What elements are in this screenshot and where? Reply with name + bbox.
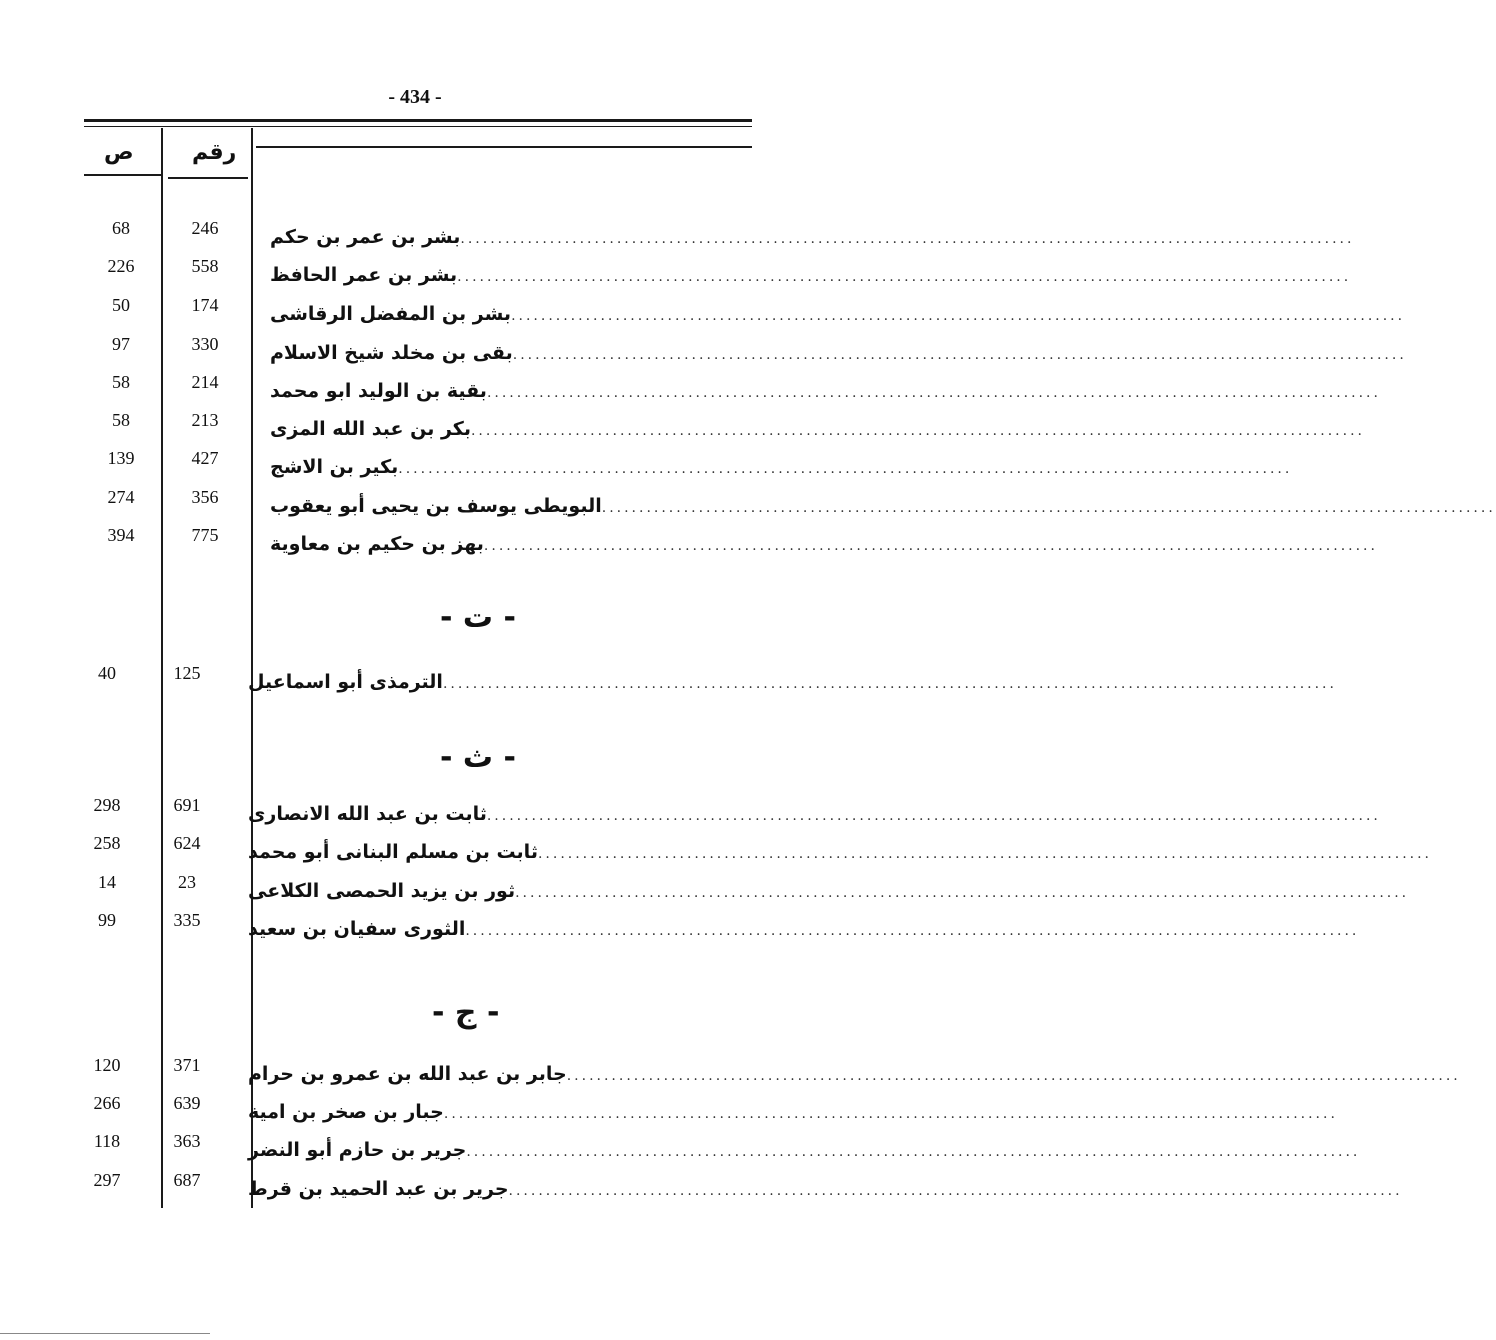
index-entry (270, 418, 1365, 440)
entry-number: 775 (191, 525, 219, 545)
entry-number: 23 (178, 872, 196, 892)
index-entry (270, 495, 1496, 517)
top-rule (84, 119, 752, 122)
index-row (0, 1055, 1461, 1089)
person-name: الثورى سفيان بن سعيد (248, 918, 466, 940)
dot-leader: ........................................................................................................................ (470, 423, 1365, 439)
person-name: بشر بن عمر الحافظ (270, 264, 458, 286)
index-entry (248, 803, 1381, 825)
dot-leader: ........................................................................................................................ (486, 808, 1381, 824)
page-reference: 297 (93, 1170, 121, 1190)
index-row (0, 295, 1406, 329)
page-reference: 40 (98, 663, 116, 683)
dot-leader: ........................................................................................................................ (515, 885, 1410, 901)
entry-number: 691 (173, 795, 201, 815)
page-reference: 97 (112, 334, 130, 354)
person-name: ثور بن يزيد الحمصى الكلاعى (248, 880, 516, 902)
index-entry (248, 1101, 1338, 1123)
entry-number: 371 (173, 1055, 201, 1075)
entry-number: 427 (191, 448, 219, 468)
index-entry (248, 1063, 1461, 1085)
dot-leader: ........................................................................................................................ (566, 1068, 1461, 1084)
page-reference: 68 (112, 218, 130, 238)
index-row (0, 256, 1352, 290)
page-reference: 298 (93, 795, 121, 815)
index-entry (270, 456, 1293, 478)
person-name: الترمذى أبو اسماعيل (248, 671, 443, 693)
entry-number: 624 (173, 833, 201, 853)
index-entry (270, 303, 1406, 325)
index-entry (270, 342, 1407, 364)
person-name: ثابت بن عبد الله الانصارى (248, 803, 487, 825)
person-name: بشر بن المفضل الرقاشى (270, 303, 512, 325)
section-letter-heading: - ج - (432, 995, 500, 1030)
index-entry (248, 1139, 1361, 1161)
person-name: جرير بن حازم أبو النضر (248, 1139, 467, 1161)
person-name: ثابت بن مسلم البنانى أبو محمد (248, 841, 538, 863)
bottom-edge-line (0, 1333, 210, 1334)
index-entry (270, 226, 1355, 248)
index-row (0, 663, 1337, 697)
entry-number: 213 (191, 410, 219, 430)
entry-number: 639 (173, 1093, 201, 1113)
index-row (0, 334, 1407, 368)
index-entry (248, 880, 1410, 902)
dot-leader: ........................................................................................................................ (486, 385, 1381, 401)
page-reference: 120 (93, 1055, 121, 1075)
entry-number: 363 (173, 1131, 201, 1151)
person-name: جبار بن صخر بن امية (248, 1101, 444, 1123)
person-name: البويطى يوسف بن يحيى أبو يعقوب (270, 495, 602, 517)
person-name: بهز بن حكيم بن معاوية (270, 533, 484, 555)
index-entry (270, 533, 1378, 555)
page-header-underline (84, 174, 162, 176)
index-entry (270, 380, 1381, 402)
page-reference: 50 (112, 295, 130, 315)
page-reference: 394 (107, 525, 135, 545)
entry-number: 558 (191, 256, 219, 276)
entry-number: 214 (191, 372, 219, 392)
dot-leader: ........................................................................................................................ (457, 269, 1352, 285)
index-entry (270, 264, 1352, 286)
dot-leader: ........................................................................................................................ (466, 1144, 1361, 1160)
dot-leader: ........................................................................................................................ (601, 500, 1496, 516)
page-reference: 118 (93, 1131, 121, 1151)
entry-number: 356 (191, 487, 219, 507)
page-column-header: ص (104, 140, 134, 165)
page-reference: 99 (98, 910, 116, 930)
dot-leader: ........................................................................................................................ (442, 676, 1337, 692)
index-row (0, 410, 1365, 444)
person-name: بكر بن عبد الله المزى (270, 418, 471, 440)
page-reference: 139 (107, 448, 135, 468)
entry-number: 335 (173, 910, 201, 930)
entry-number: 330 (191, 334, 219, 354)
index-row (0, 525, 1378, 559)
person-name: بقى بن مخلد شيخ الاسلام (270, 342, 513, 364)
dot-leader: ........................................................................................................................ (465, 923, 1360, 939)
entry-number: 174 (191, 295, 219, 315)
page-reference: 226 (107, 256, 135, 276)
page-number: - 434 - (388, 86, 442, 108)
page-reference: 58 (112, 410, 130, 430)
index-row (0, 1170, 1403, 1204)
top-rule-thin-2 (256, 146, 752, 148)
person-name: بكير بن الاشج (270, 456, 399, 478)
dot-leader: ........................................................................................................................ (460, 231, 1355, 247)
number-column-header: رقم (192, 140, 237, 165)
section-letter-heading: - ت - (440, 600, 516, 635)
page-reference: 266 (93, 1093, 121, 1113)
index-row (0, 1131, 1361, 1165)
person-name: جرير بن عبد الحميد بن قرط (248, 1178, 509, 1200)
index-row (0, 833, 1432, 867)
index-row (0, 795, 1381, 829)
person-name: بشر بن عمر بن حكم (270, 226, 461, 248)
index-row (0, 910, 1360, 944)
dot-leader: ........................................................................................................................ (511, 308, 1406, 324)
index-row (0, 218, 1355, 252)
index-row (0, 448, 1293, 482)
person-name: بقية بن الوليد ابو محمد (270, 380, 487, 402)
dot-leader: ........................................................................................................................ (443, 1106, 1338, 1122)
page-reference: 258 (93, 833, 121, 853)
dot-leader: ........................................................................................................................ (512, 347, 1407, 363)
entry-number: 246 (191, 218, 219, 238)
index-entry (248, 918, 1360, 940)
top-rule-thin (84, 126, 752, 127)
index-row (0, 1093, 1338, 1127)
section-letter-heading: - ث - (440, 740, 516, 775)
page-reference: 58 (112, 372, 130, 392)
dot-leader: ........................................................................................................................ (398, 461, 1293, 477)
index-row (0, 872, 1410, 906)
dot-leader: ........................................................................................................................ (508, 1183, 1403, 1199)
index-row (0, 487, 1496, 521)
dot-leader: ........................................................................................................................ (483, 538, 1378, 554)
page-reference: 14 (98, 872, 116, 892)
person-name: جابر بن عبد الله بن عمرو بن حرام (248, 1063, 567, 1085)
index-entry (248, 841, 1432, 863)
number-header-underline (168, 177, 248, 179)
index-entry (248, 671, 1337, 693)
entry-number: 125 (173, 663, 201, 683)
dot-leader: ........................................................................................................................ (537, 846, 1432, 862)
entry-number: 687 (173, 1170, 201, 1190)
index-entry (248, 1178, 1403, 1200)
index-row (0, 372, 1381, 406)
page-reference: 274 (107, 487, 135, 507)
